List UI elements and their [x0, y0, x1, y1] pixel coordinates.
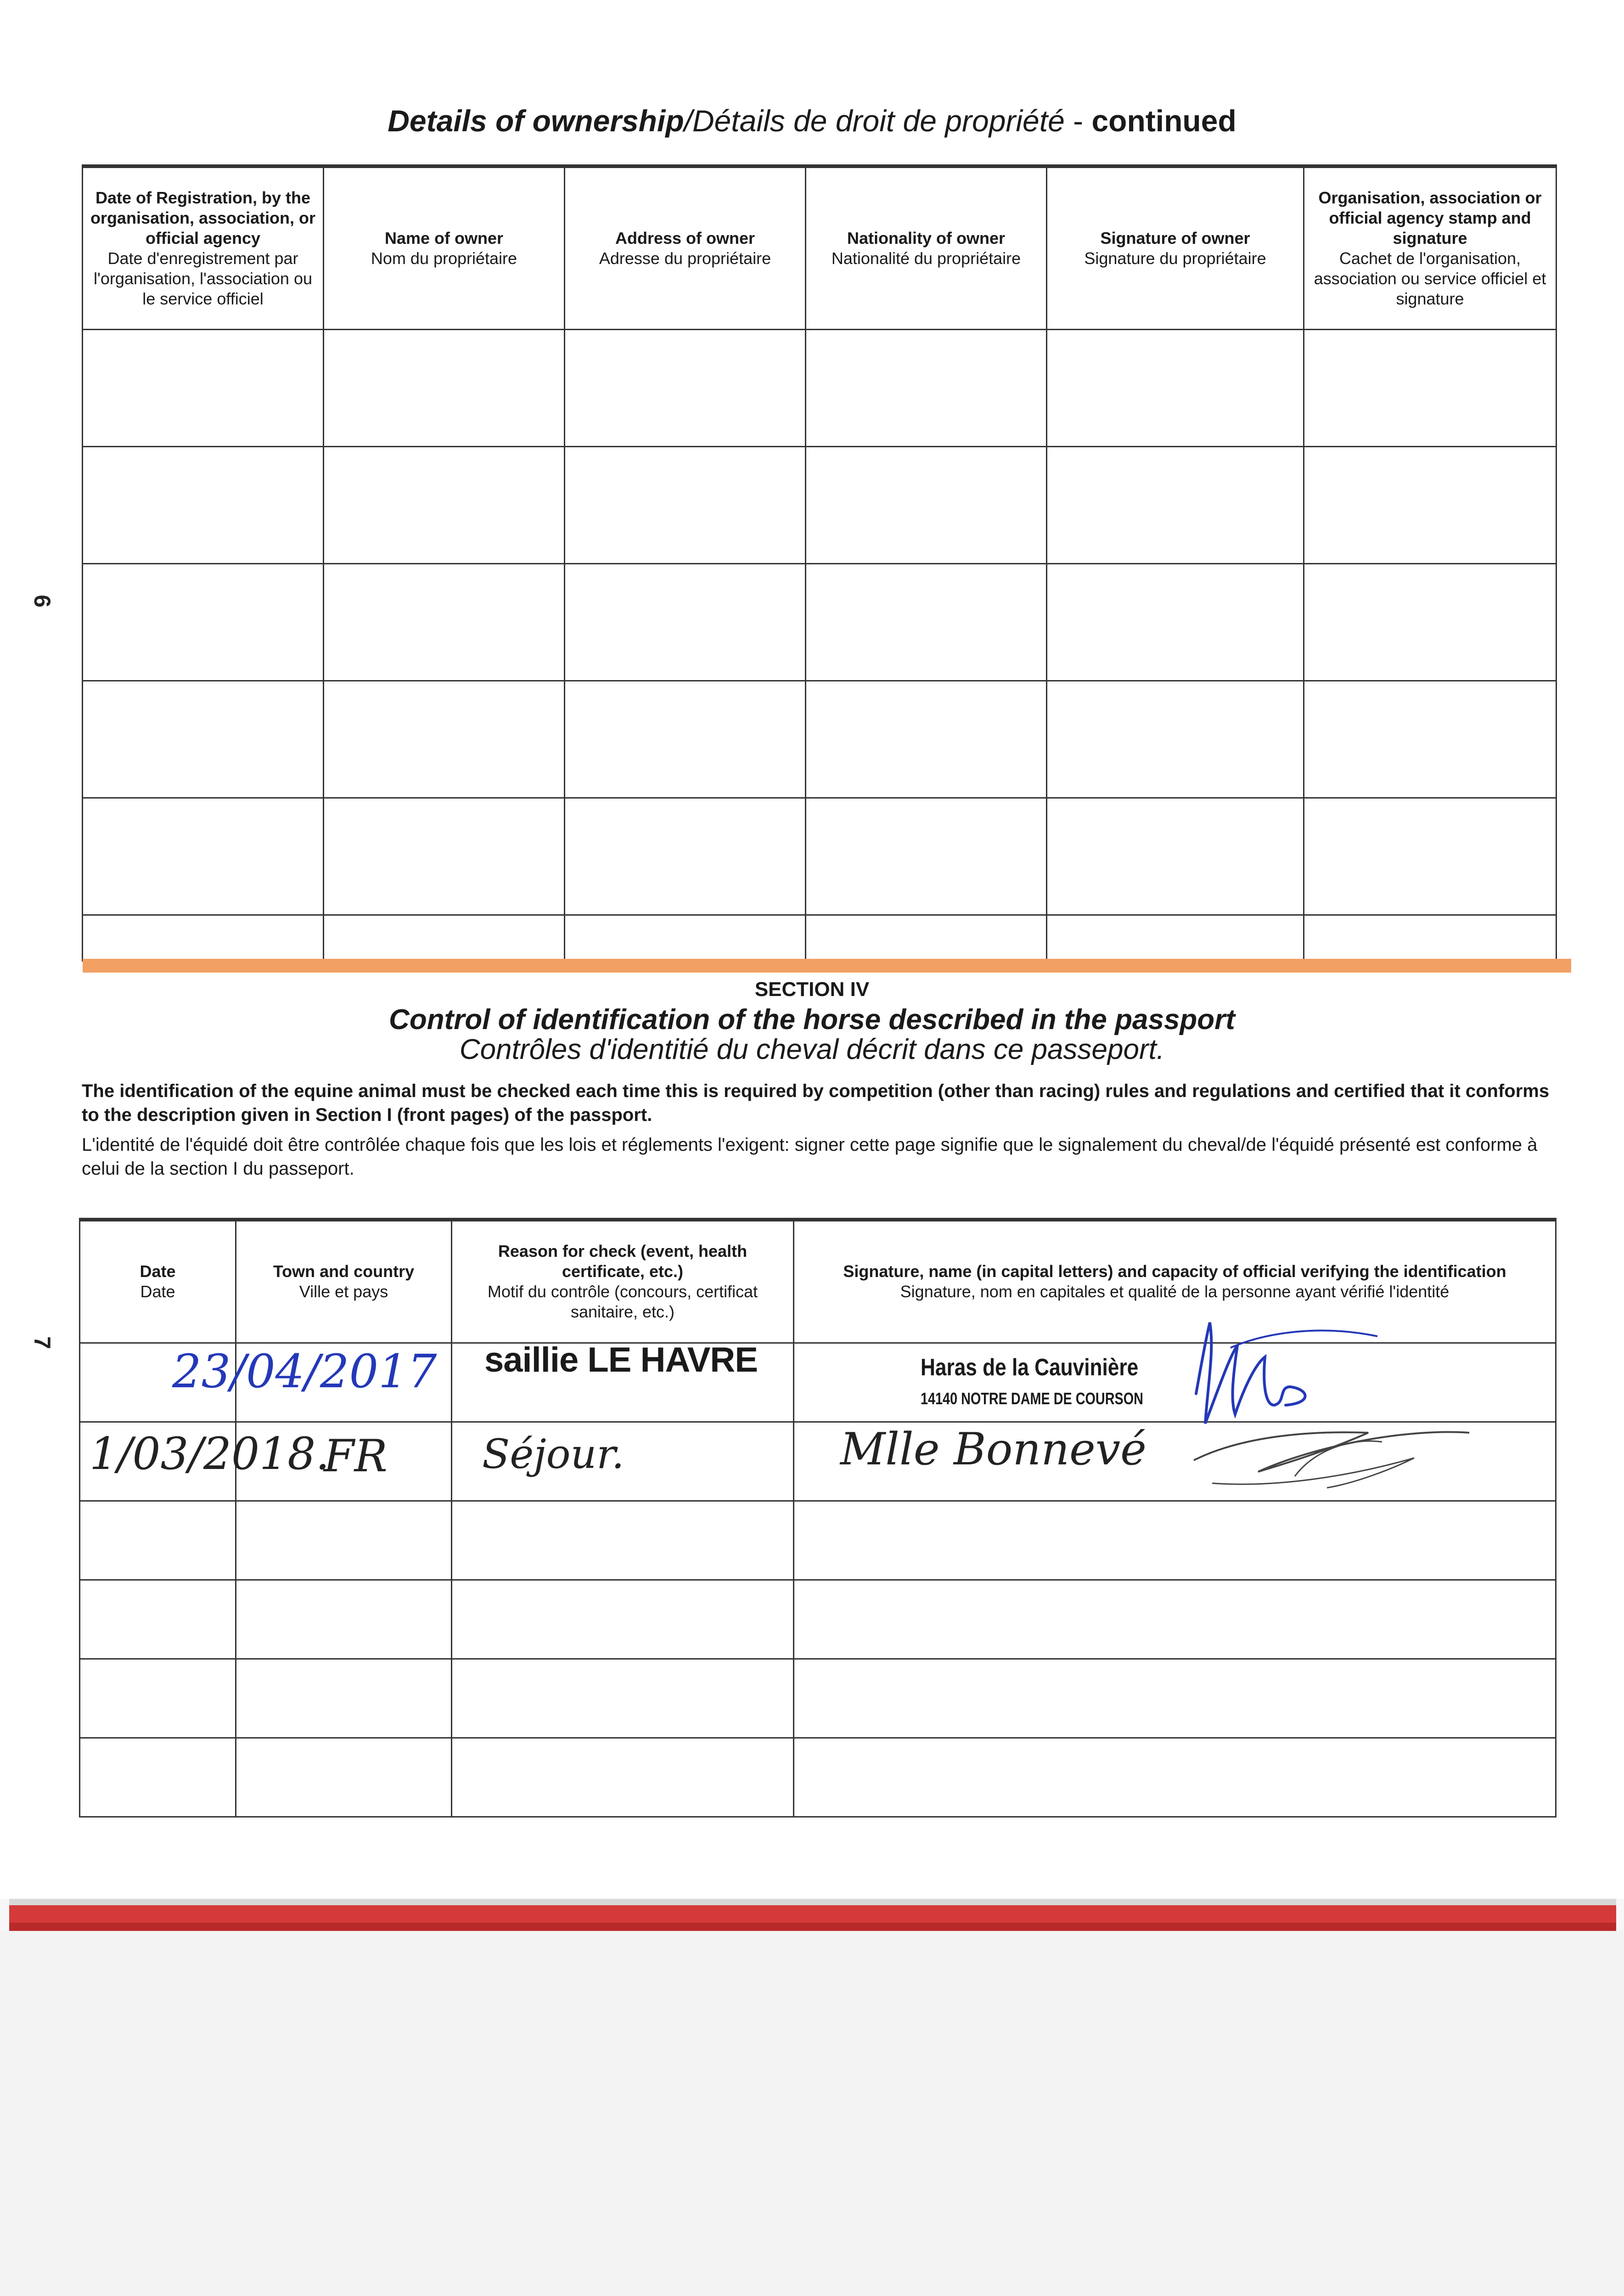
control-header-town: Town and country Ville et pays — [236, 1220, 452, 1343]
entry1-stamp-address: 14140 NOTRE DAME DE COURSON — [921, 1389, 1143, 1408]
entry1-stamp-name: Haras de la Cauvinière — [921, 1354, 1139, 1381]
ownership-header-name: Name of owner Nom du propriétaire — [324, 166, 565, 329]
ownership-header-row — [83, 166, 1557, 329]
table-row — [83, 446, 1557, 563]
entry2-signature-name: Mlle Bonnevé — [840, 1424, 1146, 1475]
ownership-table — [82, 164, 1557, 962]
table-row — [83, 329, 1557, 446]
ownership-title-sep: / — [684, 104, 692, 138]
table-row — [80, 1738, 1556, 1817]
ownership-header-nationality: Nationality of owner Nationalité du propriétaire — [806, 166, 1047, 329]
table-row — [83, 915, 1557, 961]
entry2-town: FR — [324, 1430, 388, 1482]
ownership-header-signature: Signature of owner Signature du propriétaire — [1047, 166, 1304, 329]
instructions-en: The identification of the equine animal must be checked each time this is required by competition (other than racing) rules and regulations and certified that it conforms to the description given in Section I (front pages) of the passport. — [82, 1081, 1550, 1125]
table-row — [83, 798, 1557, 915]
ownership-title-dash: - — [1064, 104, 1092, 138]
page-number-6: 6 — [29, 595, 55, 608]
table-row — [83, 563, 1557, 681]
table-row — [80, 1580, 1556, 1659]
ownership-title — [0, 103, 1624, 138]
official-signature-drawing — [1175, 1295, 1543, 1534]
ownership-header-date: Date of Registration, by the organisation, association, or official agency Date d'enregistrement par l'organisation, l'association ou le service officiel — [83, 166, 324, 329]
ownership-title-en: Details of ownership — [388, 104, 684, 138]
entry2-reason: Séjour. — [482, 1430, 624, 1478]
control-header-reason: Reason for check (event, health certificate, etc.) Motif du contrôle (concours, certificat sanitaire, etc.) — [452, 1220, 794, 1343]
control-header-signature: Signature, name (in capital letters) and capacity of official verifying the identification Signature, nom en capitales et qualité de la personne ayant vérifié l'identité — [794, 1220, 1556, 1343]
ownership-header-stamp: Organisation, association or official agency stamp and signature Cachet de l'organisation, association ou service officiel et signature — [1304, 166, 1557, 329]
section-title-fr: Contrôles d'identitié du cheval décrit dans ce passeport. — [459, 1034, 1165, 1065]
ownership-title-fr: Détails de droit de propriété — [692, 104, 1065, 138]
table-row — [83, 681, 1557, 798]
bottom-cover-edge — [9, 1899, 1616, 1931]
entry2-date: 1/03/2018. — [90, 1428, 330, 1480]
scan-background — [0, 1931, 1624, 2296]
section-title-en: Control of identification of the horse described in the passport — [389, 1004, 1235, 1035]
ownership-header-address: Address of owner Adresse du propriétaire — [565, 166, 806, 329]
section-label: SECTION IV — [754, 978, 870, 1001]
ownership-title-suffix: continued — [1091, 104, 1236, 138]
page-fold-band — [83, 959, 1571, 973]
entry1-date: 23/04/2017 — [172, 1345, 437, 1398]
table-row — [80, 1659, 1556, 1738]
instructions-fr: L'identité de l'équidé doit être contrôlée chaque fois que les lois et réglements l'exigent: signer cette page signifie que le signalement du cheval/de l'équidé présenté est conforme à celui de la section I du passeport. — [82, 1135, 1538, 1179]
page-number-7: 7 — [29, 1336, 55, 1349]
entry1-reason-stamp: saillie LE HAVRE — [484, 1340, 758, 1379]
control-header-date: Date Date — [80, 1220, 236, 1343]
